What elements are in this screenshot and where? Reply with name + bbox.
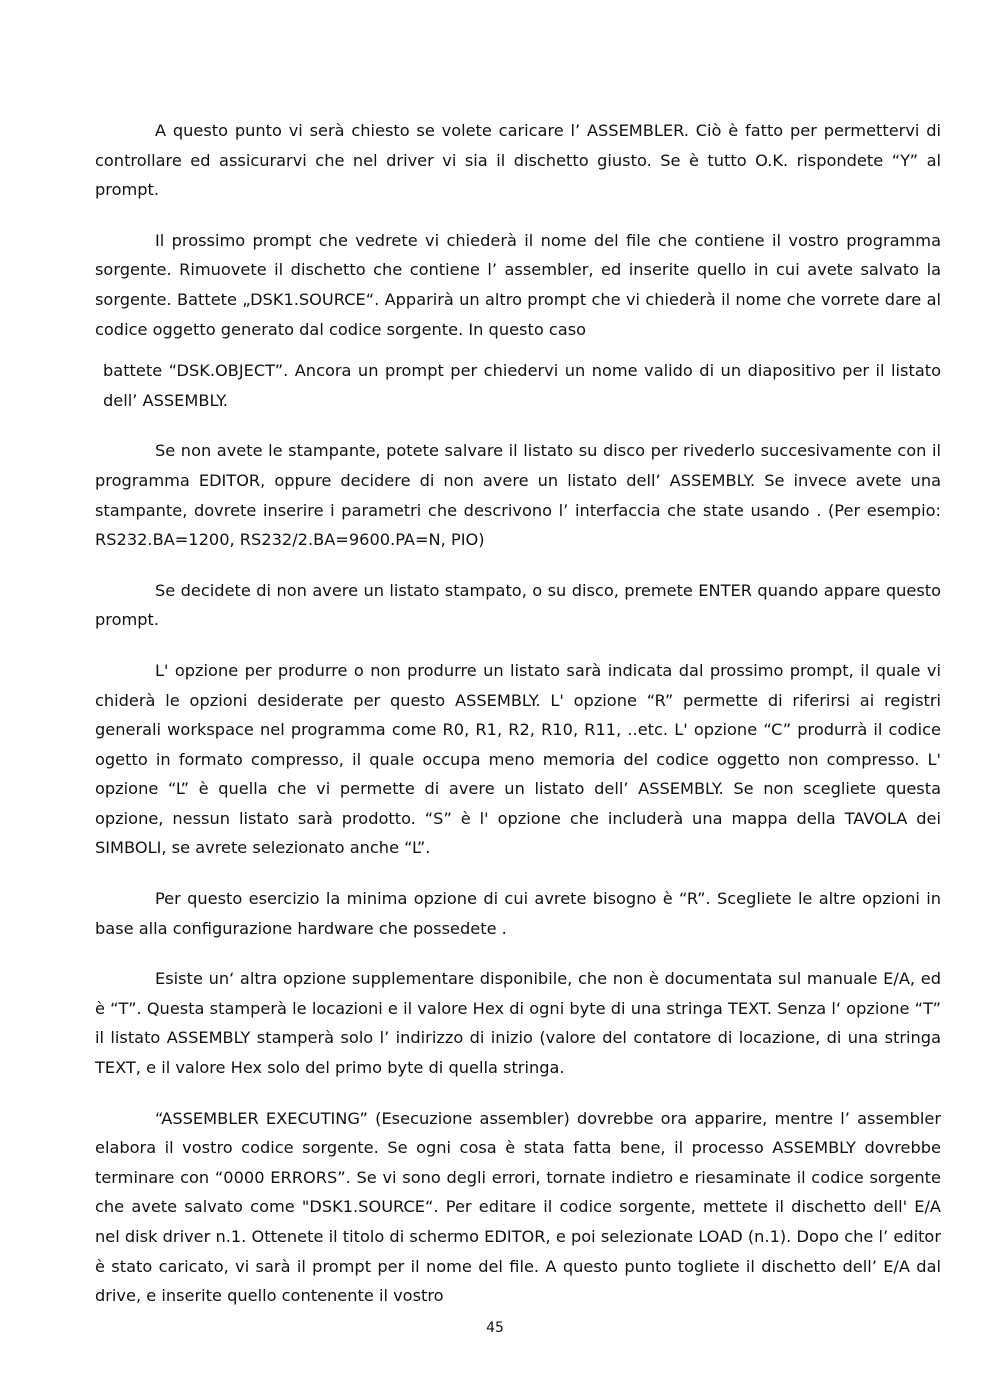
paragraph-source-file-prompt: Il prossimo prompt che vedrete vi chiederà il nome del file che contiene il vostro programma sorgente. Rimuovete il dischetto che contiene l’ assembler, ed inserite quello in cui avete salvato la sorgente. Battete „DSK1.SOURCE“. Apparirà un altro prompt che vi chiederà il nome che vorrete dare al codice oggetto generato dal codice sorgente. In questo caso: [95, 230, 941, 339]
paragraph-object-file-prompt: battete “DSK.OBJECT”. Ancora un prompt per chiedervi un nome valido di un diapositivo per il listato dell’ ASSEMBLY.: [103, 361, 941, 410]
paragraph-t-option: Esiste un‘ altra opzione supplementare disponibile, che non è documentata sul manuale E/A, ed è “T”. Questa stamperà le locazioni e il valore Hex di ogni byte di una stringa TEXT. Senza l‘ opzione “T” il listato ASSEMBLY stamperà solo l’ indirizzo di inizio (valore del contatore di locazione, di una stringa TEXT, e il valore Hex solo del primo byte di quella stringa.: [95, 969, 941, 1078]
paragraph-assembler-executing: “ASSEMBLER EXECUTING” (Esecuzione assembler) dovrebbe ora apparire, mentre l’ assembler elabora il vostro codice sorgente. Se ogni cosa è stata fatta bene, il processo ASSEMBLY dovrebbe terminare con “0000 ERRORS”. Se vi sono degli errori, tornate indietro e riesaminate il codice sorgente che avete salvato come "DSK1.SOURCE“. Per editare il codice sorgente, mettete il dischetto dell' E/A nel disk driver n.1. Ottenete il titolo di schermo EDITOR, e poi selezionate LOAD (n.1). Dopo che l’ editor è stato caricato, vi sarà il prompt per il nome del file. A questo punto togliete il dischetto dell’ E/A dal drive, e inserite quello contenente il vostro: [95, 1108, 941, 1306]
page-number: 45: [486, 1320, 504, 1336]
paragraph-listing-device: Se non avete le stampante, potete salvare il listato su disco per rivederlo succesivamente con il programma EDITOR, oppure decidere di non avere un listato dell’ ASSEMBLY. Se invece avete una stampante, dovrete inserire i parametri che descrivono l’ interfaccia che state usando . (Per esempio: RS232.BA=1200, RS232/2.BA=9600.PA=N, PIO): [95, 441, 941, 550]
paragraph-options: L' opzione per produrre o non produrre un listato sarà indicata dal prossimo prompt, il quale vi chiderà le opzioni desiderate per questo ASSEMBLY. L' opzione “R” permette di riferirsi ai registri generali workspace nel programma come R0, R1, R2, R10, R11, ..etc. L' opzione “C” produrrà il codice ogetto in formato compresso, il quale occupa meno memoria del codice oggetto non compresso. L' opzione “L” è quella che vi permette di avere un listato dell’ ASSEMBLY. Se non scegliete questa opzione, nessun listato sarà prodotto. “S” è l' opzione che includerà una mappa della TAVOLA dei SIMBOLI, se avrete selezionato anche “L”.: [95, 660, 941, 858]
paragraph-load-assembler: A questo punto vi serà chiesto se volete caricare l’ ASSEMBLER. Ciò è fatto per permettervi di controllare ed assicurarvi che nel driver vi sia il dischetto giusto. Se è tutto O.K. rispondete “Y” al prompt.: [95, 121, 941, 200]
paragraph-no-listing: Se decidete di non avere un listato stampato, o su disco, premete ENTER quando appare questo prompt.: [95, 580, 941, 630]
paragraph-minimum-option: Per questo esercizio la minima opzione di cui avrete bisogno è “R”. Scegliete le altre opzioni in base alla configurazione hardware che possedete .: [95, 889, 941, 938]
document-body: [95, 116, 941, 1332]
